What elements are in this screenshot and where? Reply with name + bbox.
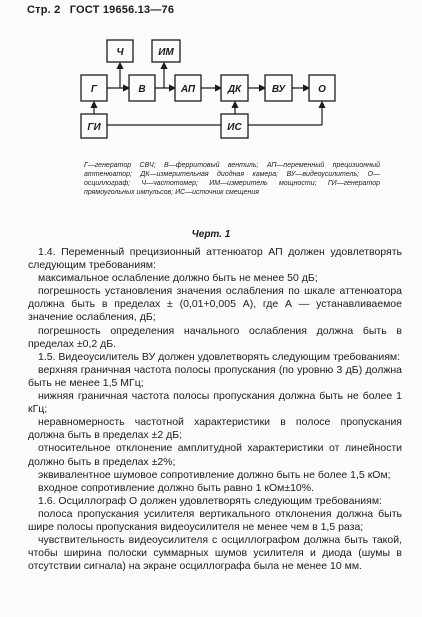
paragraph: максимальное ослабление должно быть не менее 50 дБ; xyxy=(38,272,318,285)
paragraph: чувствительность видеоусилителя с осциллографом должна быть такой, чтобы ширина полоски суммарных шумов усилителя и диода (шумы в отсутствии сигнала) на экране осциллографа была не менее 10 мм. xyxy=(28,534,402,573)
label-is: ИС xyxy=(227,122,242,133)
paragraph: 1.4. Переменный прецизионный аттенюатор АП должен удовлетворять следующим требованиям: xyxy=(28,246,402,272)
block-diagram xyxy=(0,0,422,160)
figure-caption: Черт. 1 xyxy=(191,229,231,240)
paragraph: относительное отклонение амплитудной характеристики от линейности должно быть в пределах ±2%; xyxy=(28,442,402,468)
label-o: О xyxy=(318,84,326,95)
paragraph: 1.5. Видеоусилитель ВУ должен удовлетворять следующим требованиям: xyxy=(38,350,401,363)
label-vu: ВУ xyxy=(271,84,286,95)
standard-number: ГОСТ 19656.13—76 xyxy=(69,4,175,16)
paragraph: входное сопротивление должно быть равно 1 кОм±10%. xyxy=(38,481,315,494)
page-number: Стр. 2 xyxy=(27,4,61,16)
paragraph: полоса пропускания усилителя вертикального отклонения должна быть шире полосы пропускания видеоусилителя не менее чем в 1,5 раза; xyxy=(28,507,402,533)
paragraph: погрешность определения начального ослабления должна быть в пределах ±0,2 дБ. xyxy=(28,324,402,350)
label-dk: ДК xyxy=(227,84,242,95)
paragraph: верхняя граничная частота полосы пропускания (по уровню 3 дБ) должна быть не менее 1,5 МГц; xyxy=(28,363,402,389)
paragraph: 1.6. Осциллограф О должен удовлетворять следующим требованиям: xyxy=(38,494,382,507)
paragraph: погрешность установления значения ослабления по шкале аттенюатора должна быть в пределах ± (0,01+0,005 А), где А — устанавливаемое значение ослабления, дБ; xyxy=(28,285,402,324)
diagram-legend: Г—генератор СВЧ; В—ферритовый вентиль; АП—переменный прецизионный аттенюатор; ДК—измерительная диодная камера; ВУ—видеоусилитель; О—осциллограф; Ч—частотомер; ИМ—измеритель мощности; ГИ—генератор прямоугольных импульсов; ИС—источник смещения xyxy=(84,162,380,196)
label-v: В xyxy=(138,84,146,95)
label-ap: АП xyxy=(180,84,196,95)
label-gi: ГИ xyxy=(87,122,101,133)
label-ch: Ч xyxy=(116,47,124,58)
paragraph: неравномерность частотной характеристики в полосе пропускания должна быть в пределах ±2 дБ; xyxy=(28,416,402,442)
label-im: ИМ xyxy=(158,47,174,58)
paragraph: эквивалентное шумовое сопротивление должно быть не более 1,5 кОм; xyxy=(38,468,391,481)
paragraph: нижняя граничная частота полосы пропускания должна быть не более 1 кГц; xyxy=(28,390,402,416)
document-body xyxy=(28,246,402,573)
label-g: Г xyxy=(90,84,98,95)
